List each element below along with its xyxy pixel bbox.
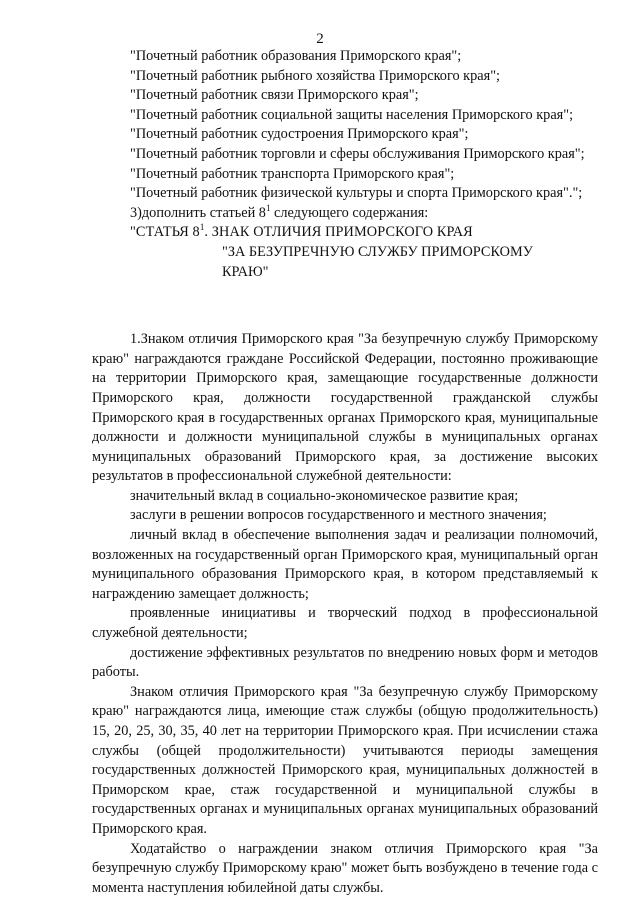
paragraph: заслуги в решении вопросов государственного и местного значения; xyxy=(130,507,547,524)
list-item: "Почетный работник физической культуры и спорта Приморского края"."; xyxy=(130,185,583,202)
paragraph: достижение эффективных результатов по внедрению новых форм и методов работы. xyxy=(92,644,598,681)
amendment-superscript: 1 xyxy=(265,202,271,213)
list-item: "Почетный работник образования Приморского края"; xyxy=(130,48,462,64)
article-heading-line3: КРАЮ" xyxy=(222,263,269,280)
list-item: "Почетный работник судостроения Приморского края"; xyxy=(130,126,469,143)
list-item: "Почетный работник рыбного хозяйства Приморского края"; xyxy=(130,67,501,84)
article-heading-title: . ЗНАК ОТЛИЧИЯ ПРИМОРСКОГО КРАЯ xyxy=(204,224,473,241)
amendment-clause xyxy=(92,204,598,224)
list-item: "Почетный работник транспорта Приморского края"; xyxy=(130,165,455,182)
list-item: "Почетный работник связи Приморского края"; xyxy=(130,87,419,104)
paragraph: проявленные инициативы и творческий подход в профессиональной служебной деятельности; xyxy=(92,605,598,642)
paragraph: Ходатайство о награждении знаком отличия Приморского края "За безупречную службу Приморскому краю" может быть возбуждено в течение года с момента наступления юбилейной даты службы. xyxy=(92,840,598,896)
article-heading-superscript: 1 xyxy=(199,222,205,233)
page-number: 2 xyxy=(316,31,324,47)
paragraph: 1.Знаком отличия Приморского края "За безупречную службу Приморскому краю" награждаются граждане Российской Федерации, постоянно проживающие на территории Приморского края, замещающие государственные должности Приморского края, должности государственной гражданской службы Приморского края в государственных органах Приморского края, муниципальные должности и должности муниципальной службы в муниципальных органах муниципальных образований Приморского края, за достижение высоких результатов в профессиональной служебной деятельности: xyxy=(92,331,598,485)
paragraph: Знаком отличия Приморского края "За безупречную службу Приморскому краю" награждаются лица, имеющие стаж службы (общую продолжительность) 15, 20, 25, 30, 35, 40 лет на территории Приморского края. При исчислении стажа службы (общей продолжительности) учитываются периоды замещения государственных должностей Приморского края, муниципальных должностей в Приморском крае, стаж государственной и муниципальной службы в государственных органах и муниципальных органах муниципальных образований Приморского края. xyxy=(92,683,598,837)
spacer xyxy=(92,282,598,330)
list-item: "Почетный работник торговли и сферы обслуживания Приморского края"; xyxy=(130,145,585,162)
article-heading-text: "СТАТЬЯ 8 xyxy=(130,224,200,241)
amendment-suffix: следующего содержания: xyxy=(270,204,429,221)
document-body xyxy=(92,47,598,898)
article-heading-line2: "ЗА БЕЗУПРЕЧНУЮ СЛУЖБУ ПРИМОРСКОМУ xyxy=(222,243,533,260)
paragraph: личный вклад в обеспечение выполнения задач и реализации полномочий, возложенных на государственный орган Приморского края, муниципальный орган муниципального образования Приморского края, в котором представляемый к награждению замещает должность; xyxy=(92,527,598,602)
amendment-text: 3)дополнить статьей 8 xyxy=(130,204,266,221)
paragraph: значительный вклад в социально-экономическое развитие края; xyxy=(130,487,519,504)
list-item: "Почетный работник социальной защиты населения Приморского края"; xyxy=(130,106,574,123)
article-heading xyxy=(92,223,598,243)
